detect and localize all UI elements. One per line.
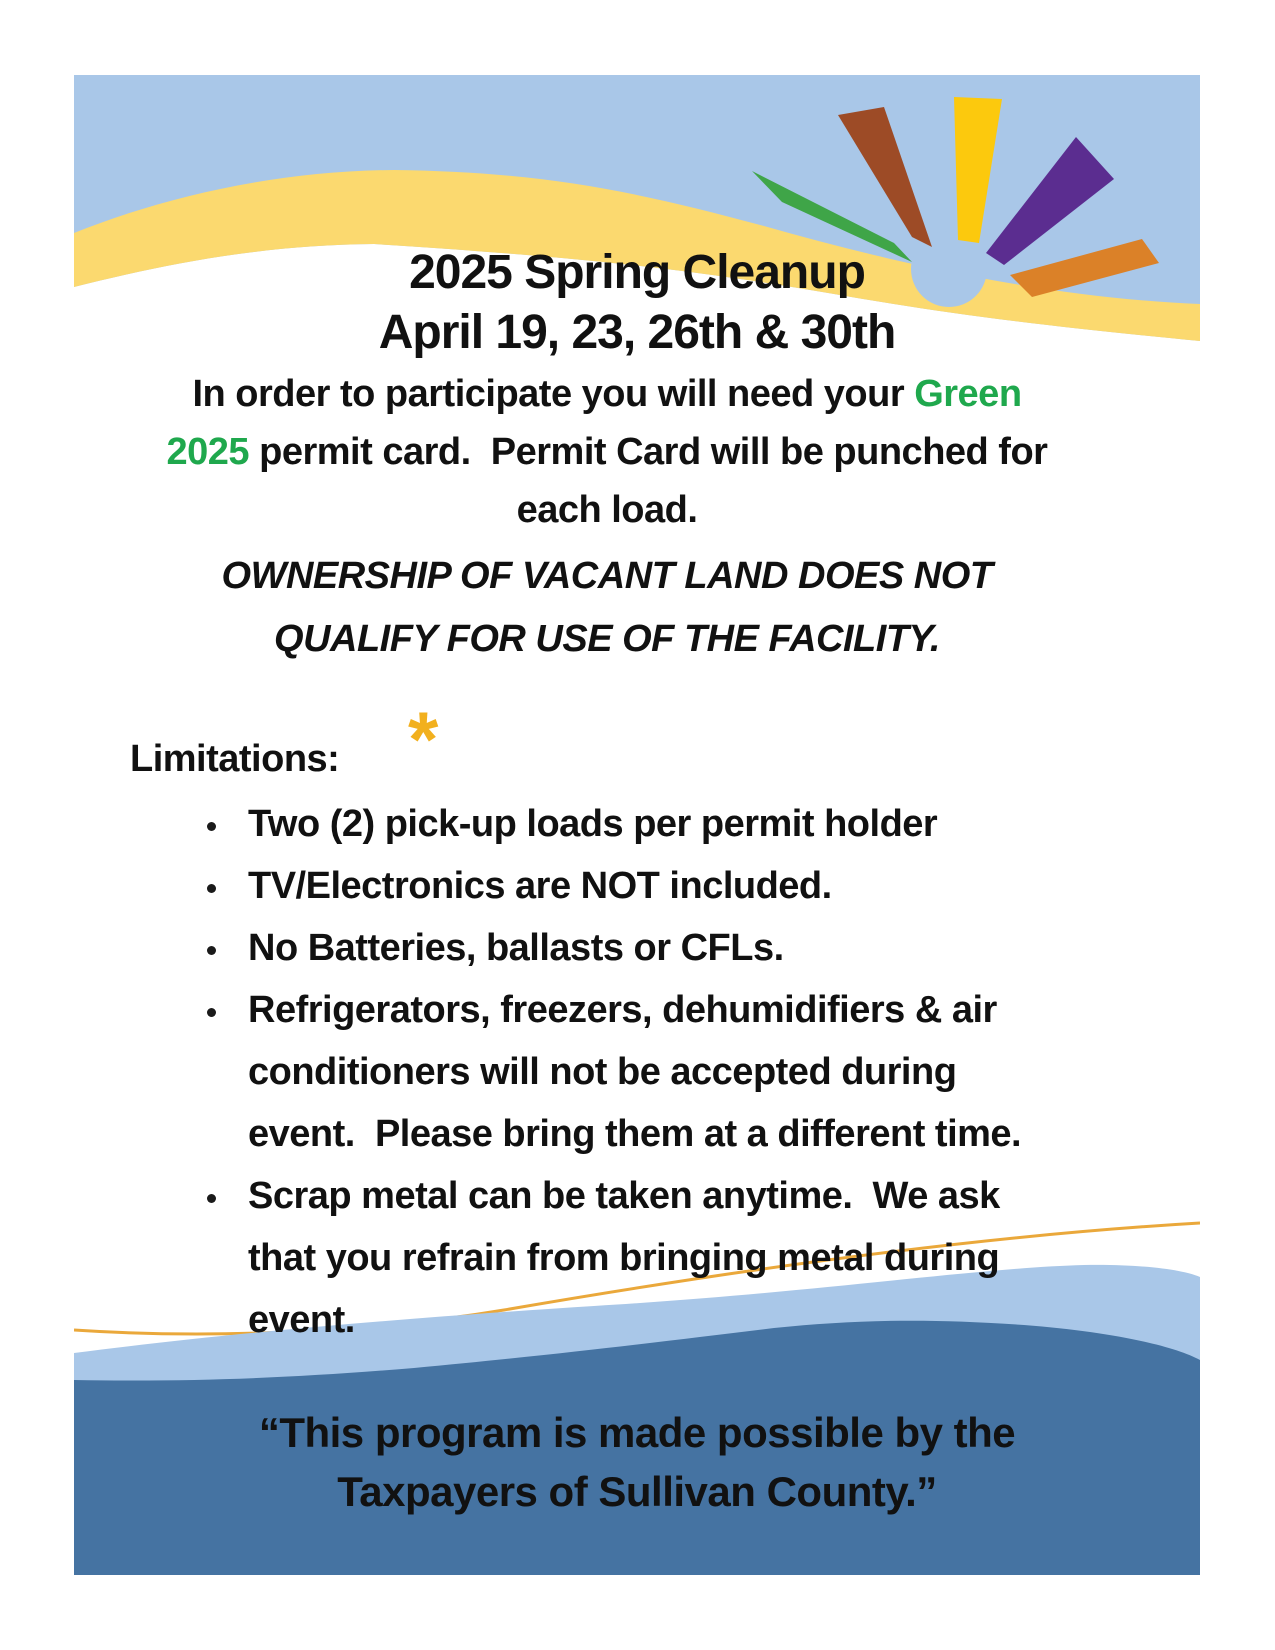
list-item <box>130 855 1140 917</box>
green-highlight: 2025 <box>166 431 250 473</box>
list-item <box>130 979 1140 1165</box>
list-item <box>130 793 1140 855</box>
event-dates: April 19, 23, 26th & 30th <box>378 306 896 359</box>
intro-line-1 <box>112 365 1102 423</box>
list-item-text: event. Please bring them at a different time. <box>248 1113 1022 1155</box>
notice-line-2: QUALIFY FOR USE OF THE FACILITY. <box>274 618 940 660</box>
list-item-text: No Batteries, ballasts or CFLs. <box>248 927 784 969</box>
list-item-text: event. <box>248 1299 355 1341</box>
list-item-text: Refrigerators, freezers, dehumidifiers & air <box>248 989 997 1031</box>
notice-line-1: OWNERSHIP OF VACANT LAND DOES NOT <box>221 555 993 597</box>
footer-line-2: Taxpayers of Sullivan County.” <box>337 1468 937 1515</box>
intro-paragraph <box>112 365 1102 539</box>
list-item-text: that you refrain from bringing metal during <box>248 1237 1000 1279</box>
intro-line-2 <box>112 423 1102 481</box>
footer-line-1: “This program is made possible by the <box>258 1409 1016 1456</box>
limitations-heading: Limitations: <box>130 738 340 780</box>
intro-line-3: each load. <box>516 489 698 531</box>
list-item-text: Two (2) pick-up loads per permit holder <box>248 803 938 845</box>
green-highlight: Green <box>914 373 1022 415</box>
list-item-text: conditioners will not be accepted during <box>248 1051 957 1093</box>
list-item <box>130 1165 1140 1351</box>
list-item-text: TV/Electronics are NOT included. <box>248 865 832 907</box>
asterisk-icon: * <box>408 695 439 783</box>
list-item <box>130 917 1140 979</box>
intro-text: permit card. Permit Card will be punched for <box>249 431 1048 473</box>
vacant-land-notice <box>112 545 1102 671</box>
title-block <box>74 243 1200 363</box>
intro-text: In order to participate you will need your <box>192 373 915 415</box>
page-title: 2025 Spring Cleanup <box>409 246 865 299</box>
limitations-list <box>130 793 1140 1351</box>
list-item-text: Scrap metal can be taken anytime. We ask <box>248 1175 1000 1217</box>
footer-credit <box>74 1403 1200 1521</box>
